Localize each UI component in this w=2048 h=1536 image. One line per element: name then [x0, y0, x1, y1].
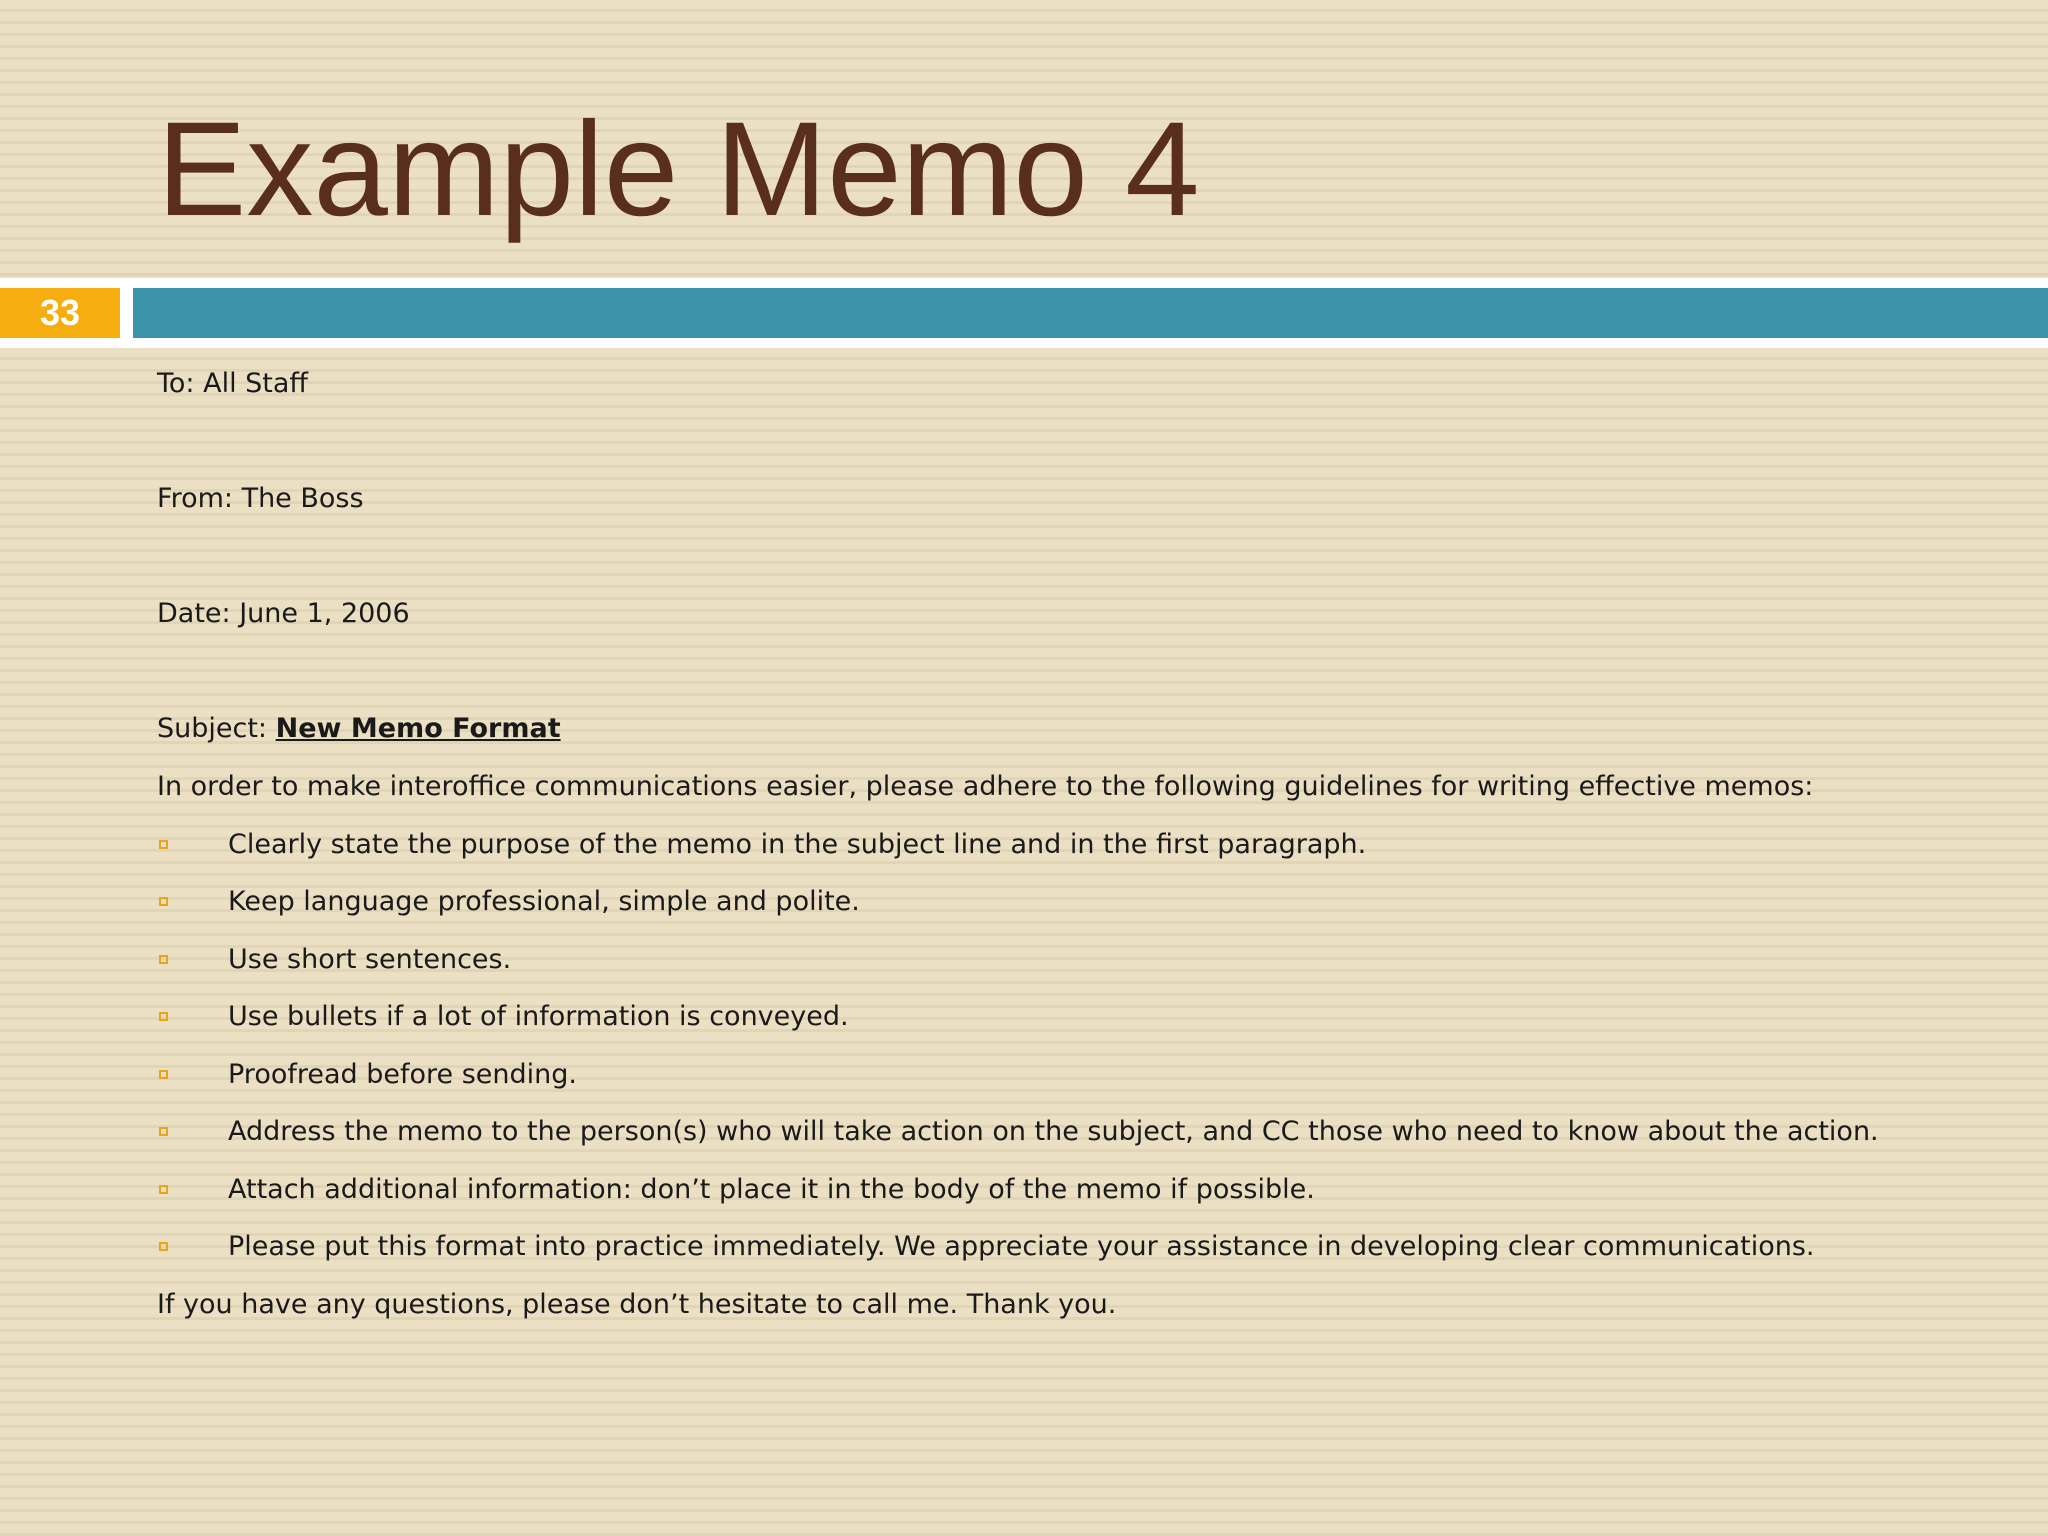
guideline-text: Proofread before sending. — [228, 1059, 577, 1090]
guideline-text: Address the memo to the person(s) who will take action on the subject, and CC those who need to know about the action. — [228, 1116, 1879, 1147]
memo-subject-label: Subject: — [157, 713, 276, 744]
memo-subject-line — [157, 709, 561, 749]
guideline-text: Keep language professional, simple and polite. — [228, 886, 860, 917]
memo-subject-value: New Memo Format — [275, 713, 561, 744]
slide-title: Example Memo 4 — [157, 95, 1200, 244]
hollow-square-bullet-icon — [159, 955, 168, 964]
header-accent-bar — [133, 288, 2048, 338]
guideline-text: Clearly state the purpose of the memo in the subject line and in the first paragraph. — [228, 829, 1367, 860]
hollow-square-bullet-icon — [159, 897, 168, 906]
hollow-square-bullet-icon — [159, 1185, 168, 1194]
memo-closing-line: If you have any questions, please don’t hesitate to call me. Thank you. — [157, 1289, 1117, 1320]
guideline-text: Please put this format into practice immediately. We appreciate your assistance in developing clear communications. — [228, 1231, 1815, 1262]
guideline-text: Attach additional information: don’t place it in the body of the memo if possible. — [228, 1174, 1315, 1205]
guideline-text: Use bullets if a lot of information is conveyed. — [228, 1001, 849, 1032]
memo-to-line: To: All Staff — [157, 368, 309, 399]
hollow-square-bullet-icon — [159, 840, 168, 849]
hollow-square-bullet-icon — [159, 1127, 168, 1136]
memo-from-line: From: The Boss — [157, 483, 364, 514]
memo-intro-paragraph: In order to make interoffice communications easier, please adhere to the following guidelines for writing effective memos: — [157, 771, 1814, 802]
hollow-square-bullet-icon — [159, 1242, 168, 1251]
slide-number-badge: 33 — [0, 288, 120, 338]
hollow-square-bullet-icon — [159, 1070, 168, 1079]
hollow-square-bullet-icon — [159, 1012, 168, 1021]
guideline-text: Use short sentences. — [228, 944, 512, 975]
memo-date-line: Date: June 1, 2006 — [157, 598, 410, 629]
